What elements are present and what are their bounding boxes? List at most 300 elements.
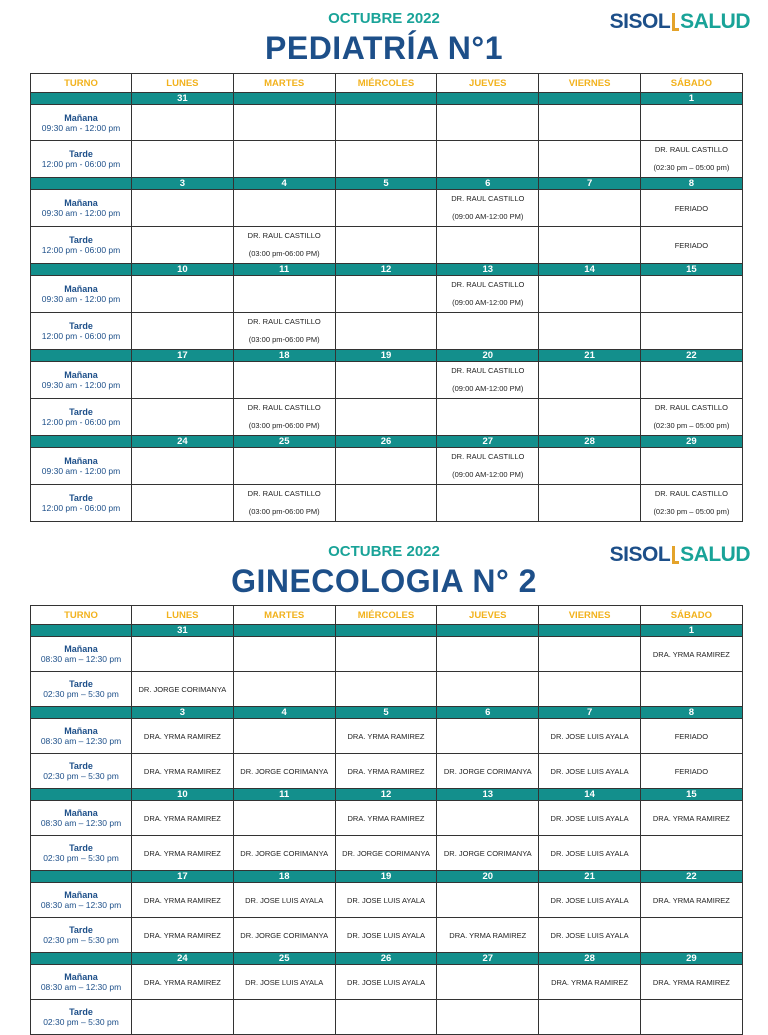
section-month: OCTUBRE 2022 bbox=[328, 543, 440, 560]
date-cell bbox=[233, 625, 335, 637]
schedule-cell bbox=[437, 448, 539, 485]
schedule-cell bbox=[132, 485, 234, 522]
turno-name: Tarde bbox=[69, 235, 93, 245]
shift-row bbox=[31, 637, 743, 672]
schedule-cell bbox=[437, 362, 539, 399]
schedule-cell bbox=[539, 965, 641, 1000]
schedule-cell bbox=[640, 1000, 742, 1035]
turno-name: Tarde bbox=[69, 149, 93, 159]
schedule-cell bbox=[233, 801, 335, 836]
schedule-cell bbox=[539, 719, 641, 754]
schedule-cell bbox=[335, 672, 437, 707]
schedule-cell bbox=[233, 190, 335, 227]
cell-text: DRA. YRMA RAMIREZ bbox=[143, 766, 221, 776]
date-row bbox=[31, 953, 743, 965]
turno-name: Mañana bbox=[64, 198, 98, 208]
date-cell: 17 bbox=[132, 350, 234, 362]
doctor-name: DR. RAUL CASTILLO bbox=[451, 366, 525, 375]
schedule-cell bbox=[640, 754, 742, 789]
cell-text: DR. JOSE LUIS AYALA bbox=[550, 813, 629, 823]
shift-row bbox=[31, 672, 743, 707]
shift-time-note: (09:00 AM-12:00 PM) bbox=[452, 298, 524, 307]
logo-text-sisol: SISOL bbox=[609, 543, 671, 566]
turno-cell bbox=[31, 399, 132, 436]
schedule-cell bbox=[335, 1000, 437, 1035]
date-cell-blank bbox=[31, 436, 132, 448]
turno-hours: 09:30 am - 12:00 pm bbox=[41, 294, 121, 304]
turno-cell bbox=[31, 190, 132, 227]
cell-text: DRA. YRMA RAMIREZ bbox=[143, 977, 221, 987]
doctor-name: DR. RAUL CASTILLO bbox=[451, 194, 525, 203]
turno-cell bbox=[31, 105, 132, 141]
turno-hours: 12:00 pm - 06:00 pm bbox=[41, 159, 121, 169]
schedule-cell bbox=[640, 836, 742, 871]
turno-name: Tarde bbox=[69, 321, 93, 331]
schedule-cell bbox=[640, 801, 742, 836]
shift-row bbox=[31, 883, 743, 918]
schedule-cell bbox=[539, 313, 641, 350]
shift-row bbox=[31, 836, 743, 871]
schedule-cell bbox=[539, 276, 641, 313]
schedule-cell bbox=[640, 190, 742, 227]
schedule-cell bbox=[539, 754, 641, 789]
cell-text: DR. JOSE LUIS AYALA bbox=[550, 848, 629, 858]
schedule-cell bbox=[437, 276, 539, 313]
turno-cell bbox=[31, 485, 132, 522]
date-cell: 21 bbox=[539, 350, 641, 362]
schedule-cell bbox=[233, 399, 335, 436]
date-cell: 20 bbox=[437, 350, 539, 362]
cell-text: DRA. YRMA RAMIREZ bbox=[143, 731, 221, 741]
date-cell: 1 bbox=[640, 93, 742, 105]
schedule-cell bbox=[539, 672, 641, 707]
sisol-salud-logo bbox=[610, 543, 750, 567]
cell-text: DR. JOSE LUIS AYALA bbox=[550, 895, 629, 905]
turno-cell bbox=[31, 448, 132, 485]
date-row bbox=[31, 707, 743, 719]
header-cell: SÁBADO bbox=[640, 74, 742, 93]
schedule-cell bbox=[437, 918, 539, 953]
header-cell: MARTES bbox=[233, 74, 335, 93]
turno-hours: 12:00 pm - 06:00 pm bbox=[41, 417, 121, 427]
schedule-cell bbox=[437, 754, 539, 789]
schedule-cell bbox=[640, 918, 742, 953]
date-cell bbox=[539, 93, 641, 105]
turno-cell bbox=[31, 883, 132, 918]
date-cell: 27 bbox=[437, 953, 539, 965]
date-cell-blank bbox=[31, 871, 132, 883]
section-month: OCTUBRE 2022 bbox=[328, 10, 440, 27]
date-cell: 12 bbox=[335, 789, 437, 801]
schedule-cell bbox=[335, 637, 437, 672]
schedule-cell bbox=[437, 801, 539, 836]
schedule-cell bbox=[132, 276, 234, 313]
cell-text: DR. JORGE CORIMANYA bbox=[342, 848, 430, 858]
schedule-cell bbox=[132, 448, 234, 485]
cell-text: DR. JOSE LUIS AYALA bbox=[550, 766, 629, 776]
schedule-cell bbox=[233, 227, 335, 264]
date-cell: 29 bbox=[640, 436, 742, 448]
cell-text: DR. JOSE LUIS AYALA bbox=[245, 895, 324, 905]
schedule-cell bbox=[335, 276, 437, 313]
schedule-cell bbox=[335, 719, 437, 754]
schedule-cell bbox=[437, 141, 539, 178]
date-cell: 27 bbox=[437, 436, 539, 448]
shift-time-note: (03:00 pm-06:00 PM) bbox=[248, 507, 320, 516]
shift-time-note: (03:00 pm-06:00 PM) bbox=[248, 335, 320, 344]
date-row bbox=[31, 264, 743, 276]
schedule-cell bbox=[132, 362, 234, 399]
header-cell: LUNES bbox=[132, 74, 234, 93]
turno-cell bbox=[31, 227, 132, 264]
doctor-name: DR. RAUL CASTILLO bbox=[247, 489, 321, 498]
date-cell bbox=[233, 93, 335, 105]
schedule-cell bbox=[233, 883, 335, 918]
shift-row bbox=[31, 448, 743, 485]
date-cell: 10 bbox=[132, 264, 234, 276]
date-row bbox=[31, 625, 743, 637]
schedule-cell bbox=[640, 362, 742, 399]
schedule-cell bbox=[437, 190, 539, 227]
schedule-cell bbox=[539, 227, 641, 264]
turno-cell bbox=[31, 801, 132, 836]
schedule-cell bbox=[335, 399, 437, 436]
schedule-cell bbox=[335, 313, 437, 350]
schedule-cell bbox=[335, 883, 437, 918]
schedule-cell bbox=[233, 448, 335, 485]
shift-time-note: (02:30 pm – 05:00 pm) bbox=[653, 507, 730, 516]
turno-hours: 02:30 pm – 5:30 pm bbox=[43, 689, 119, 699]
turno-cell bbox=[31, 754, 132, 789]
schedule-cell bbox=[335, 448, 437, 485]
schedule-cell bbox=[132, 719, 234, 754]
schedule-cell bbox=[539, 190, 641, 227]
date-cell: 4 bbox=[233, 178, 335, 190]
cell-text: FERIADO bbox=[674, 203, 709, 213]
schedule-cell bbox=[335, 105, 437, 141]
turno-cell bbox=[31, 313, 132, 350]
date-cell: 7 bbox=[539, 707, 641, 719]
date-cell: 14 bbox=[539, 264, 641, 276]
cell-text: DRA. YRMA RAMIREZ bbox=[652, 977, 730, 987]
schedule-cell bbox=[132, 399, 234, 436]
date-cell: 11 bbox=[233, 789, 335, 801]
schedule-cell bbox=[132, 883, 234, 918]
date-cell: 3 bbox=[132, 178, 234, 190]
turno-hours: 02:30 pm – 5:30 pm bbox=[43, 771, 119, 781]
turno-hours: 02:30 pm – 5:30 pm bbox=[43, 935, 119, 945]
schedule-cell bbox=[539, 362, 641, 399]
schedule-cell bbox=[233, 1000, 335, 1035]
cell-text: DRA. YRMA RAMIREZ bbox=[143, 813, 221, 823]
schedule-cell bbox=[640, 883, 742, 918]
shift-time-note: (02:30 pm – 05:00 pm) bbox=[653, 163, 730, 172]
schedule-cell bbox=[640, 313, 742, 350]
date-cell-blank bbox=[31, 789, 132, 801]
schedule-cell bbox=[335, 141, 437, 178]
turno-name: Tarde bbox=[69, 493, 93, 503]
turno-name: Mañana bbox=[64, 456, 98, 466]
date-cell-blank bbox=[31, 93, 132, 105]
schedule-cell bbox=[335, 965, 437, 1000]
schedule-cell bbox=[132, 313, 234, 350]
date-cell bbox=[335, 625, 437, 637]
schedule-cell bbox=[335, 362, 437, 399]
shift-row bbox=[31, 485, 743, 522]
schedule-cell bbox=[132, 227, 234, 264]
turno-name: Mañana bbox=[64, 112, 98, 123]
date-cell-blank bbox=[31, 264, 132, 276]
date-cell bbox=[335, 93, 437, 105]
date-cell-blank bbox=[31, 178, 132, 190]
date-cell: 21 bbox=[539, 871, 641, 883]
shift-row bbox=[31, 719, 743, 754]
header-cell: TURNO bbox=[31, 606, 132, 625]
shift-row bbox=[31, 190, 743, 227]
shift-row bbox=[31, 918, 743, 953]
doctor-name: DR. RAUL CASTILLO bbox=[654, 145, 728, 154]
schedule-cell bbox=[640, 672, 742, 707]
schedule-cell bbox=[132, 190, 234, 227]
schedule-cell bbox=[132, 105, 234, 141]
date-row bbox=[31, 350, 743, 362]
header-row bbox=[31, 606, 743, 625]
schedule-cell bbox=[335, 918, 437, 953]
cell-text: DRA. YRMA RAMIREZ bbox=[652, 813, 730, 823]
shift-row bbox=[31, 754, 743, 789]
turno-name: Mañana bbox=[64, 890, 98, 900]
turno-name: Tarde bbox=[69, 407, 93, 417]
cell-text: DR. JOSE LUIS AYALA bbox=[245, 977, 324, 987]
schedule-cell bbox=[640, 448, 742, 485]
date-cell: 5 bbox=[335, 178, 437, 190]
doctor-name: DR. RAUL CASTILLO bbox=[247, 231, 321, 240]
turno-cell bbox=[31, 918, 132, 953]
schedule-cell bbox=[539, 141, 641, 178]
schedule-cell bbox=[132, 965, 234, 1000]
schedule-cell bbox=[640, 637, 742, 672]
schedule-cell bbox=[132, 672, 234, 707]
date-row bbox=[31, 93, 743, 105]
schedule-cell bbox=[640, 485, 742, 522]
date-cell: 18 bbox=[233, 871, 335, 883]
date-row bbox=[31, 436, 743, 448]
shift-row bbox=[31, 801, 743, 836]
shift-row bbox=[31, 105, 743, 141]
sisol-salud-logo bbox=[610, 10, 750, 34]
date-cell: 15 bbox=[640, 264, 742, 276]
schedule-cell bbox=[437, 399, 539, 436]
schedule-cell bbox=[132, 637, 234, 672]
logo-text-sisol: SISOL bbox=[609, 10, 671, 33]
doctor-name: DR. RAUL CASTILLO bbox=[451, 280, 525, 289]
shift-row bbox=[31, 227, 743, 264]
date-cell: 28 bbox=[539, 953, 641, 965]
cell-text: DR. JORGE CORIMANYA bbox=[240, 848, 329, 858]
cell-text: DRA. YRMA RAMIREZ bbox=[551, 977, 629, 987]
turno-cell bbox=[31, 719, 132, 754]
schedule-cell bbox=[233, 918, 335, 953]
shift-row bbox=[31, 276, 743, 313]
schedule-cell bbox=[233, 276, 335, 313]
date-cell: 13 bbox=[437, 789, 539, 801]
cell-text: FERIADO bbox=[674, 766, 709, 776]
turno-hours: 12:00 pm - 06:00 pm bbox=[41, 503, 121, 513]
header-cell: VIERNES bbox=[539, 606, 641, 625]
header-cell: MIÉRCOLES bbox=[335, 606, 437, 625]
header-cell: MARTES bbox=[233, 606, 335, 625]
cell-text: DR. JOSE LUIS AYALA bbox=[346, 895, 426, 905]
header-cell: JUEVES bbox=[437, 606, 539, 625]
date-cell: 1 bbox=[640, 625, 742, 637]
doctor-name: DR. RAUL CASTILLO bbox=[247, 403, 321, 412]
schedule-cell bbox=[539, 801, 641, 836]
schedule-cell bbox=[437, 965, 539, 1000]
logo-text-salud: SALUD bbox=[680, 10, 750, 33]
date-cell bbox=[437, 625, 539, 637]
schedule-cell bbox=[437, 313, 539, 350]
date-cell: 19 bbox=[335, 350, 437, 362]
date-cell: 5 bbox=[335, 707, 437, 719]
cell-text: DR. JORGE CORIMANYA bbox=[240, 930, 329, 940]
turno-hours: 09:30 am - 12:00 pm bbox=[41, 466, 121, 476]
turno-hours: 08:30 am – 12:30 pm bbox=[40, 818, 122, 828]
schedule-cell bbox=[539, 399, 641, 436]
shift-time-note: (09:00 AM-12:00 PM) bbox=[452, 384, 524, 393]
section-title: PEDIATRÍA N°1 bbox=[265, 30, 503, 66]
turno-name: Mañana bbox=[64, 370, 98, 380]
shift-row bbox=[31, 141, 743, 178]
turno-hours: 08:30 am – 12:30 pm bbox=[40, 654, 122, 664]
turno-hours: 02:30 pm – 5:30 pm bbox=[43, 1017, 119, 1027]
date-cell: 26 bbox=[335, 953, 437, 965]
turno-cell bbox=[31, 965, 132, 1000]
cell-text: DR. JOSE LUIS AYALA bbox=[346, 977, 426, 987]
cell-text: DRA. YRMA RAMIREZ bbox=[143, 848, 221, 858]
date-cell: 19 bbox=[335, 871, 437, 883]
schedule-cell bbox=[233, 141, 335, 178]
schedule-cell bbox=[132, 141, 234, 178]
logo-mark-icon bbox=[672, 546, 679, 564]
schedule-cell bbox=[335, 190, 437, 227]
schedule-cell bbox=[233, 965, 335, 1000]
schedule-cell bbox=[539, 637, 641, 672]
cell-text: DRA. YRMA RAMIREZ bbox=[347, 766, 425, 776]
date-cell: 20 bbox=[437, 871, 539, 883]
schedule-cell bbox=[335, 801, 437, 836]
shift-time-note: (03:00 pm-06:00 PM) bbox=[248, 249, 320, 258]
date-cell: 3 bbox=[132, 707, 234, 719]
date-row bbox=[31, 871, 743, 883]
turno-name: Mañana bbox=[64, 644, 98, 654]
doctor-name: DR. RAUL CASTILLO bbox=[247, 317, 321, 326]
schedule-cell bbox=[233, 836, 335, 871]
schedule-table bbox=[30, 73, 743, 522]
date-cell: 11 bbox=[233, 264, 335, 276]
shift-row bbox=[31, 362, 743, 399]
schedule-cell bbox=[132, 801, 234, 836]
date-cell: 17 bbox=[132, 871, 234, 883]
turno-name: Tarde bbox=[69, 1007, 93, 1017]
turno-hours: 09:30 am - 12:00 pm bbox=[41, 122, 121, 133]
turno-hours: 12:00 pm - 06:00 pm bbox=[41, 245, 121, 255]
shift-row bbox=[31, 1000, 743, 1035]
schedule-cell bbox=[539, 918, 641, 953]
shift-time-note: (09:00 AM-12:00 PM) bbox=[452, 212, 524, 221]
date-cell: 24 bbox=[132, 436, 234, 448]
turno-cell bbox=[31, 637, 132, 672]
cell-text: DR. JORGE CORIMANYA bbox=[240, 766, 329, 776]
schedule-cell bbox=[437, 719, 539, 754]
schedule-cell bbox=[640, 719, 742, 754]
schedule-cell bbox=[640, 227, 742, 264]
header-cell: SÁBADO bbox=[640, 606, 742, 625]
date-cell: 13 bbox=[437, 264, 539, 276]
cell-text: FERIADO bbox=[674, 240, 709, 250]
turno-hours: 08:30 am – 12:30 pm bbox=[40, 900, 122, 910]
schedule-cell bbox=[437, 637, 539, 672]
turno-hours: 09:30 am - 12:00 pm bbox=[41, 208, 121, 218]
schedule-cell bbox=[437, 836, 539, 871]
turno-cell bbox=[31, 362, 132, 399]
header-cell: LUNES bbox=[132, 606, 234, 625]
schedule-cell bbox=[132, 1000, 234, 1035]
schedule-cell bbox=[640, 276, 742, 313]
date-cell bbox=[437, 93, 539, 105]
date-cell: 25 bbox=[233, 953, 335, 965]
turno-name: Tarde bbox=[69, 925, 93, 935]
date-cell: 31 bbox=[132, 625, 234, 637]
date-cell: 25 bbox=[233, 436, 335, 448]
cell-text: DRA. YRMA RAMIREZ bbox=[652, 649, 730, 659]
date-cell: 22 bbox=[640, 871, 742, 883]
shift-time-note: (02:30 pm – 05:00 pm) bbox=[653, 421, 730, 430]
schedule-cell bbox=[437, 105, 539, 141]
date-cell: 4 bbox=[233, 707, 335, 719]
schedule-cell bbox=[437, 1000, 539, 1035]
schedule-cell bbox=[437, 485, 539, 522]
turno-name: Tarde bbox=[69, 843, 93, 853]
header-cell: TURNO bbox=[31, 74, 132, 93]
doctor-name: DR. RAUL CASTILLO bbox=[654, 489, 728, 498]
schedule-cell bbox=[539, 1000, 641, 1035]
turno-cell bbox=[31, 672, 132, 707]
schedule-cell bbox=[335, 754, 437, 789]
cell-text: DR. JORGE CORIMANYA bbox=[443, 848, 532, 858]
schedule-cell bbox=[233, 754, 335, 789]
date-cell: 24 bbox=[132, 953, 234, 965]
schedule-cell bbox=[640, 399, 742, 436]
turno-hours: 02:30 pm – 5:30 pm bbox=[43, 853, 119, 863]
cell-text: DR. JOSE LUIS AYALA bbox=[346, 930, 426, 940]
date-cell: 8 bbox=[640, 178, 742, 190]
schedule-cell bbox=[233, 672, 335, 707]
schedule-cell bbox=[233, 362, 335, 399]
cell-text: DR. JORGE CORIMANYA bbox=[443, 766, 532, 776]
date-cell: 12 bbox=[335, 264, 437, 276]
logo-mark-icon bbox=[672, 13, 679, 31]
schedule-cell bbox=[132, 836, 234, 871]
schedule-cell bbox=[640, 965, 742, 1000]
schedule-cell bbox=[335, 836, 437, 871]
date-cell: 22 bbox=[640, 350, 742, 362]
shift-row bbox=[31, 399, 743, 436]
schedule-cell bbox=[539, 836, 641, 871]
schedule-cell bbox=[437, 883, 539, 918]
schedule-cell bbox=[233, 637, 335, 672]
cell-text: DRA. YRMA RAMIREZ bbox=[652, 895, 730, 905]
date-cell: 6 bbox=[437, 178, 539, 190]
